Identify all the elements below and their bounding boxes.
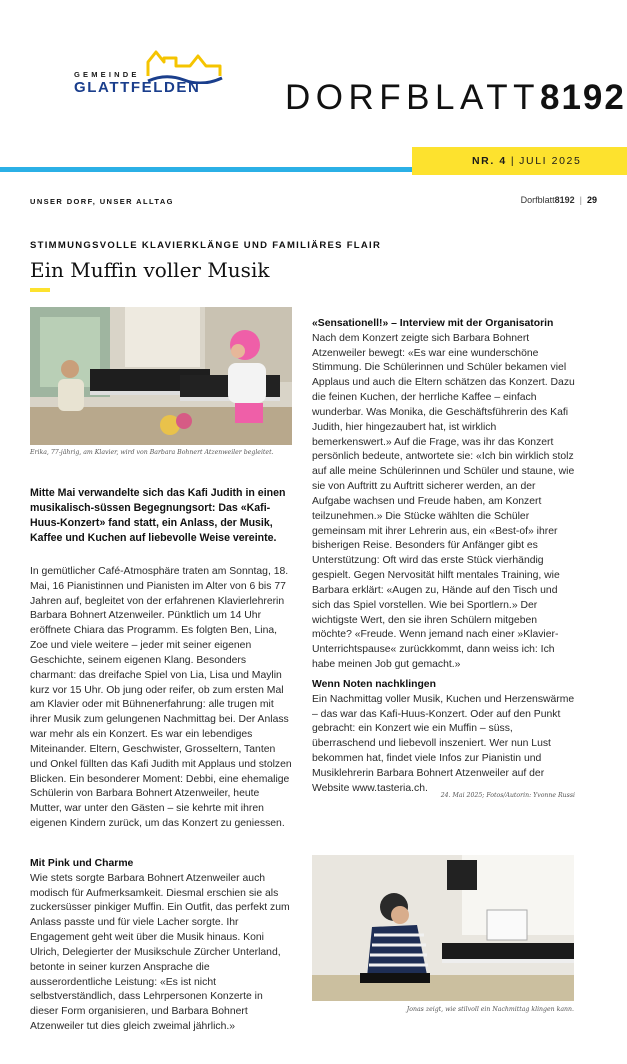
issue-date: JULI 2025	[519, 155, 582, 167]
photo-caption-2: Jonas zeigt, wie stilvoll ein Nachmittag klingen kann.	[406, 1006, 574, 1013]
issue-number: NR. 4	[472, 155, 507, 167]
issue-info: NR. 4 | JULI 2025	[472, 155, 582, 167]
blue-rule	[0, 167, 412, 172]
article-body-3: Nach dem Konzert zeigte sich Barbara Bohnert Atzenweiler bewegt: «Es war eine wunderschöne Stimmung. Die Schülerinnen und Schüler bekamen viel Applaus und auch die Eltern schätzen das Konzert. Dazu die feinen Kuchen, der herrliche Kaffee – einfach wunderbar. Was Monika, die Geschäftsführerin des Kafi Judith, hier hingezaubert hat, ist wirklich bemerkenswert.» Auf die Frage, was ihr das Konzert persönlich bedeute, antwortete sie: «Ich bin wirklich stolz auf alle meine Schülerinnen und Schüler und staune, wie sie von Auftritt zu Auftritt sicherer werden, an der Aufgabe wachsen und Freude haben, am Konzert teilzunehmen.» Die Stücke wählten die Schüler gemeinsam mit ihrer Lehrerin aus, ein «Best-of» ihrer bisherigen Reise. Besonders für Anfänger gibt es Unterstützung: Oft wird das erste Stück vierhändig gespielt. Gegen Nervosität hilft mentales Training, wie Barbara erklärt: «Augen zu, Hände auf den Tisch und sich das Spiel vorstellen. Wie bei Sportlern.» Der wichtigste Wert, den sie ihren Schülern mitgeben möchte? «Freude. Wenn jemand nach einer »Klavier-Unterrichtspause« zurückkommt, dann weiss ich: Ich habe meinen Job gut gemacht.»	[312, 332, 575, 671]
logo-municipality-label: GEMEINDE	[74, 70, 140, 79]
section-label: UNSER DORF, UNSER ALLTAG	[30, 197, 174, 206]
logo-municipality-name: GLATTFELDEN	[74, 79, 201, 96]
gemeinde-logo	[74, 48, 224, 104]
folio: Dorfblatt8192 | 29	[520, 195, 597, 205]
subheading-closing: Wenn Noten nachklingen	[312, 679, 436, 690]
article-section-interview	[312, 317, 575, 673]
folio-light: Dorfblatt	[520, 195, 555, 205]
headline-accent	[30, 288, 50, 292]
wordmark-light: DORFBLATT	[285, 78, 540, 117]
wordmark-bold: 8192	[539, 78, 626, 117]
article-section-pink	[30, 857, 293, 1035]
photo-piano-duet-illustration	[30, 307, 292, 445]
article-body-2: Wie stets sorgte Barbara Bohnert Atzenweiler auch modisch für Aufmerksamkeit. Diesmal erschien sie als zuckersüsser pinkiger Muffin. Ein Outfit, das perfekt zum Anlass passte und für viele Lacher sorgte. Ihr Engagement geht weit über die Musik hinaus. Koni Ulrich, Delegierter der Musikschule Zürcher Unterland, betonte in seiner kurzen Ansprache die ausserordentliche Leistung: «Es ist nicht selbstverständlich, dass Lehrpersonen Konzerte in dieser Form organisieren, und Barbara Bohnert Atzenweiler tut dies gleich zweimal jährlich.»	[30, 872, 290, 1033]
folio-bold: 8192	[554, 195, 575, 205]
article-dateline: 24. Mai 2025; Fotos/Autorin: Yvonne Russi	[440, 792, 575, 799]
photo-boy-at-piano	[312, 855, 574, 1001]
article-lead: Mitte Mai verwandelte sich das Kafi Judith in einen musikalisch-süssen Begegnungsort: Das «Kafi-Huus-Konzert» fand statt, ein Anlass, der Musik, Kaffee und Kuchen auf liebevolle Weise vereinte.	[30, 487, 286, 545]
article-body-1: In gemütlicher Café-Atmosphäre traten am Sonntag, 18. Mai, 16 Pianistinnen und Pianisten im Alter von 6 bis 77 Jahren auf, begleitet von der erfahrenen Klavierlehrerin Barbara Bohnert Atzenweiler. Pünktlich um 14 Uhr eröffnete Chiara das Programm. Es folgten Ben, Lina, Zoe und viele weitere – jeder mit seiner eigenen Geschichte, seinem eigenen Klang. Besonders charmant: das dreifache Spiel von Lia, Lisa und Maylin kurz vor 15 Uhr. Ob jung oder reifer, ob zum ersten Mal am Klavier oder mit Bühnenerfahrung: alle trugen mit ihrer Musik zum gelungenen Nachmittag bei. Der Anlass war mehr als ein Konzert. Es war ein lebendiges Miteinander. Eltern, Geschwister, Grosseltern, Tanten und Onkel füllten das Kafi Judith mit Applaus und stolzen Blicken. Ein besonderer Moment: Debbi, eine ehemalige Schülerin von Barbara Bohnert Atzenweiler, heute Mutter, war unter den Gästen – sie kehrte mit ihren eigenen Kindern zurück, um das Konzert zu geniessen.	[30, 566, 292, 830]
subheading-interview: «Sensationell!» – Interview mit der Organisatorin	[312, 318, 554, 329]
photo-boy-at-piano-illustration	[312, 855, 574, 1001]
photo-piano-duet	[30, 307, 292, 445]
photo-caption-1: Erika, 77-jährig, am Klavier, wird von Barbara Bohnert Atzenweiler begleitet.	[30, 449, 274, 456]
publication-wordmark	[285, 78, 626, 118]
page-number: 29	[586, 195, 597, 205]
article-headline: Ein Muffin voller Musik	[30, 258, 270, 282]
article-kicker: STIMMUNGSVOLLE KLAVIERKLÄNGE UND FAMILIÄRES FLAIR	[30, 240, 382, 251]
article-body-4: Ein Nachmittag voller Musik, Kuchen und Herzenswärme – das war das Kafi-Huus-Konzert. Oder auf den Punkt gebracht: ein Konzert wie ein Muffin – süss, überraschend und liebevoll inszeniert. Wer nun Lust bekommen hat, findet viele Infos zur Pianistin und Musiklehrerin Barbara Bohnert Atzenweiler auf der Website www.tasteria.ch.	[312, 693, 575, 794]
subheading-pink: Mit Pink und Charme	[30, 858, 134, 869]
article-section-closing	[312, 678, 575, 797]
